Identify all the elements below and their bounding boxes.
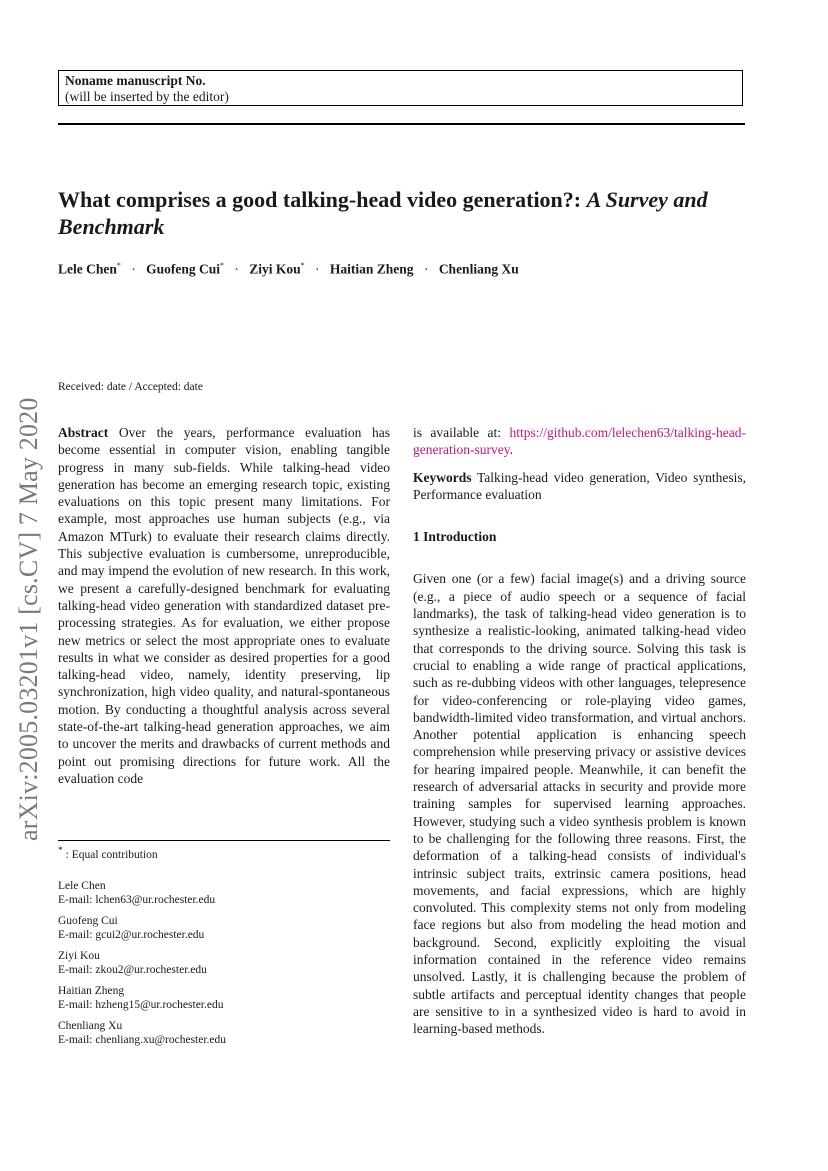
keywords-label: Keywords [413, 469, 472, 485]
footnote-rule [58, 840, 390, 841]
abstract [58, 424, 390, 787]
author-mark: * [220, 261, 225, 270]
contact-email: E-mail: hzheng15@ur.rochester.edu [58, 999, 224, 1011]
abstract-label: Abstract [58, 425, 109, 440]
footnote [58, 845, 158, 861]
header-rule [58, 123, 745, 125]
contact-entry [58, 1019, 226, 1047]
keywords-text: Talking-head video generation, Video synthesis, Performance evaluation [413, 469, 746, 502]
author-mark: * [116, 261, 121, 270]
author-name: Lele Chen [58, 261, 117, 277]
section-title: Introduction [423, 529, 497, 545]
abstract-continuation-text: is available at: [413, 425, 502, 440]
manuscript-label: Noname manuscript No. [65, 73, 206, 88]
contact-name: Haitian Zheng [58, 985, 125, 997]
author-name: Chenliang Xu [438, 261, 519, 277]
code-link[interactable]: https://github.com/lelechen63/talking-head-generation-survey [413, 425, 747, 458]
contact-email: E-mail: gcui2@ur.rochester.edu [58, 929, 205, 941]
received-date: Received: date / Accepted: date [58, 381, 203, 393]
paper-title [58, 186, 748, 240]
author-separator: · [315, 261, 320, 277]
contact-name: Lele Chen [58, 880, 106, 892]
gap [413, 459, 746, 469]
contact-email: E-mail: lchen63@ur.rochester.edu [58, 894, 216, 906]
abstract-end: . [509, 442, 513, 458]
manuscript-header-box [58, 70, 743, 106]
contact-name: Guofeng Cui [58, 915, 118, 927]
author-separator: · [423, 261, 429, 277]
title-main: What comprises a good talking-head video generation?: [58, 187, 582, 212]
footnote-text: : Equal contribution [65, 848, 158, 861]
title-italic: A Survey and Benchmark [58, 187, 708, 239]
contact-name: Chenliang Xu [58, 1020, 123, 1032]
contact-entry [58, 879, 226, 907]
author-name: Ziyi Kou [249, 261, 301, 277]
abstract-text: Over the years, performance evaluation has become essential in computer vision, enabling tangible progress in many sub-fields. While talking-head video generation has become an emerging research topic, existing evaluations on this topic present many limitations. For example, most approaches use human subjects (e.g., via Amazon MTurk) to evaluate their research claims directly. This subjective evaluation is cumbersome, unreproducible, and may impend the evolution of new research. In this work, we present a carefully-designed benchmark for evaluating talking-head video generation with standardized dataset pre-processing strategies. As for evaluation, we either propose new metrics or select the most appropriate ones to evaluate results in what we consider as desired properties for a good talking-head video, namely, identity preserving, lip synchronization, high video quality, and natural-spontaneous motion. By conducting a thoughtful analysis across several state-of-the-art talking-head generation approaches, we aim to uncover the merits and drawbacks of current methods and point out promising directions for future work. All the evaluation code [58, 425, 390, 786]
contact-entry [58, 914, 226, 942]
author-mark: * [300, 261, 305, 270]
author-separator: · [234, 261, 239, 277]
section-heading [413, 528, 746, 545]
contact-entry [58, 949, 226, 977]
intro-paragraph: Given one (or a few) facial image(s) and a driving source (e.g., a piece of audio speech or a sequence of facial landmarks), the task of talking-head video generation is to synthesize a realistic-looking, animated talking-head video that corresponds to the driving source. Solving this task is crucial to enabling a wide range of practical applications, such as re-dubbing videos with other languages, telepresence for video-conferencing or role-playing video games, bandwidth-limited video transformation, and virtual anchors. Another potential application is enhancing speech comprehension while preserving privacy or assistive devices for hearing impaired people. Meanwhile, it can benefit the research of adversarial attacks in security and provide more training samples for supervised learning approaches. However, studying such a video synthesis problem is known to be challenging for the following three reasons. First, the deformation of a talking-head consists of individual's intrinsic subject traits, extrinsic camera positions, head movements, and facial expressions, which are highly convoluted. This complexity stems not only from modeling face regions but also from modeling the head motion and background. Second, explicitly exploiting the visual information contained in the reference video remains unsolved. Lastly, it is challenging because the problem of subtle artifacts and perceptual identity changes that people are sensitive to in a synthesized video is hard to avoid in learning-based methods. [413, 571, 746, 1037]
editor-note: (will be inserted by the editor) [65, 89, 229, 104]
contact-name: Ziyi Kou [58, 950, 100, 962]
abstract-continuation [413, 424, 746, 459]
author-name: Guofeng Cui [146, 261, 221, 277]
author-separator: · [131, 261, 136, 277]
right-column [413, 424, 746, 1038]
footnote-mark: * [58, 845, 63, 856]
keywords [413, 469, 746, 504]
section-number: 1 [413, 529, 420, 545]
contact-entry [58, 984, 226, 1012]
arxiv-stamp: arXiv:2005.03201v1 [cs.CV] 7 May 2020 [14, 397, 43, 841]
author-name: Haitian Zheng [329, 261, 414, 277]
contact-email: E-mail: chenliang.xu@rochester.edu [58, 1034, 227, 1046]
author-list [58, 261, 748, 278]
contact-email: E-mail: zkou2@ur.rochester.edu [58, 964, 207, 976]
contact-list [58, 879, 226, 1054]
